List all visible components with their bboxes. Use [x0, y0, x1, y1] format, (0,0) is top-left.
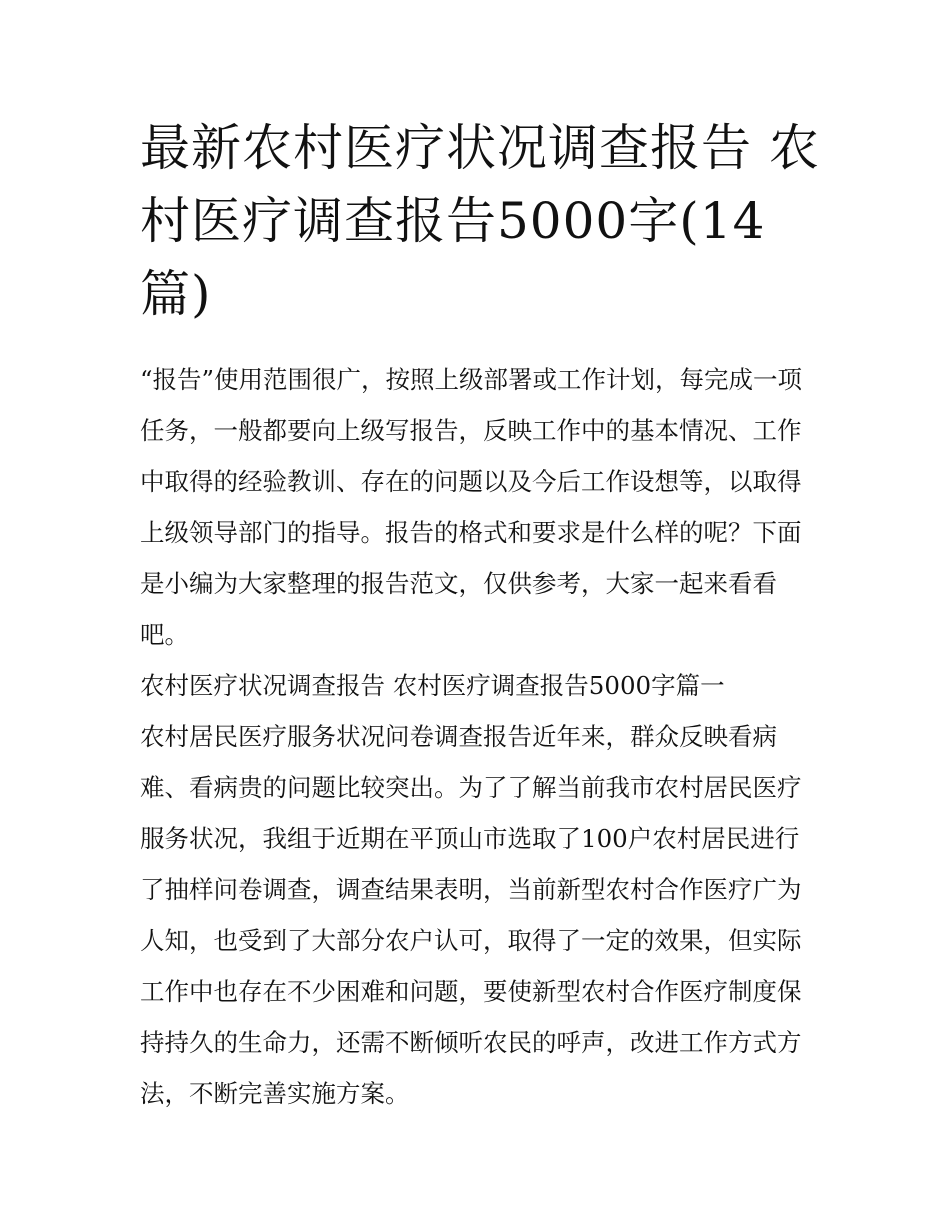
document-title: 最新农村医疗状况调查报告 农村医疗调查报告5000字(14篇)	[140, 119, 820, 323]
intro-paragraph: “报告”使用范围很广，按照上级部署或工作计划，每完成一项任务，一般都要向上级写报告，反映工作中的基本情况、工作中取得的经验教训、存在的问题以及今后工作设想等，以取得上级领导部门的指导。报告的格式和要求是什么样的呢？下面是小编为大家整理的报告范文，仅供参考，大家一起来看看吧。	[140, 365, 803, 649]
section-heading: 农村医疗状况调查报告 农村医疗调查报告5000字篇一	[140, 671, 725, 700]
section-paragraph: 农村居民医疗服务状况问卷调查报告近年来，群众反映看病难、看病贵的问题比较突出。为了了解当前我市农村居民医疗服务状况，我组于近期在平顶山市选取了100户农村居民进行了抽样问卷调查，调查结果表明，当前新型农村合作医疗广为人知，也受到了大部分农户认可，取得了一定的效果，但实际工作中也存在不少困难和问题，要使新型农村合作医疗制度保持持久的生命力，还需不断倾听农民的呼声，改进工作方式方法，不断完善实施方案。	[140, 722, 802, 1108]
